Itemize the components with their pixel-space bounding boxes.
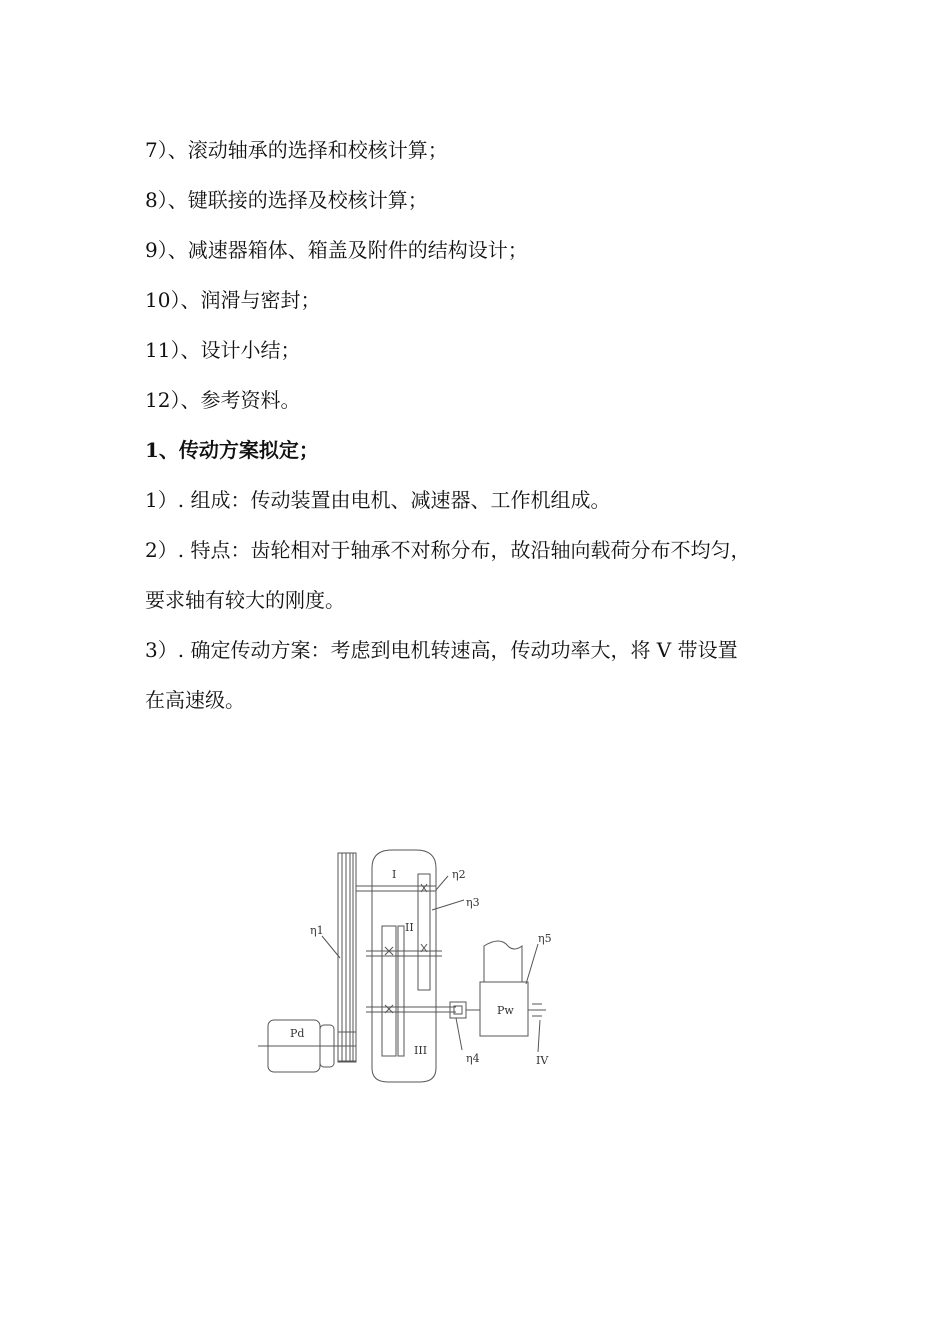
label-shaft-1: I	[392, 868, 397, 881]
label-eta-1: η1	[310, 924, 324, 937]
transmission-diagram	[250, 840, 570, 1090]
label-eta-4: η4	[466, 1052, 480, 1065]
section-heading: 1、传动方案拟定；	[145, 438, 319, 462]
toc-line-11: 11）、设计小结；	[145, 338, 301, 362]
label-shaft-2: II	[405, 921, 414, 934]
toc-line-12: 12）、参考资料。	[145, 388, 301, 412]
label-shaft-4: IV	[536, 1054, 549, 1067]
toc-line-8: 8）、键联接的选择及校核计算；	[145, 188, 428, 212]
label-work: Pw	[497, 1004, 514, 1017]
gear-low-speed	[382, 926, 396, 1056]
coupling	[450, 1002, 466, 1018]
paragraph-features-cont: 要求轴有较大的刚度。	[145, 588, 345, 612]
label-eta-5: η5	[538, 932, 552, 945]
label-eta-2: η2	[452, 868, 466, 881]
paragraph-composition: 1）. 组成：传动装置由电机、减速器、工作机组成。	[145, 488, 611, 512]
label-shaft-3: III	[414, 1044, 428, 1057]
label-eta-3: η3	[466, 896, 480, 909]
label-motor: Pd	[290, 1027, 305, 1040]
toc-line-9: 9）、减速器箱体、箱盖及附件的结构设计；	[145, 238, 528, 262]
toc-line-7: 7）、滚动轴承的选择和校核计算；	[145, 138, 448, 162]
paragraph-scheme: 3）. 确定传动方案：考虑到电机转速高，传动功率大，将 V 带设置	[145, 638, 738, 662]
paragraph-features: 2）. 特点：齿轮相对于轴承不对称分布，故沿轴向载荷分布不均匀，	[145, 538, 751, 562]
toc-line-10: 10）、润滑与密封；	[145, 288, 321, 312]
paragraph-scheme-cont: 在高速级。	[145, 688, 245, 712]
